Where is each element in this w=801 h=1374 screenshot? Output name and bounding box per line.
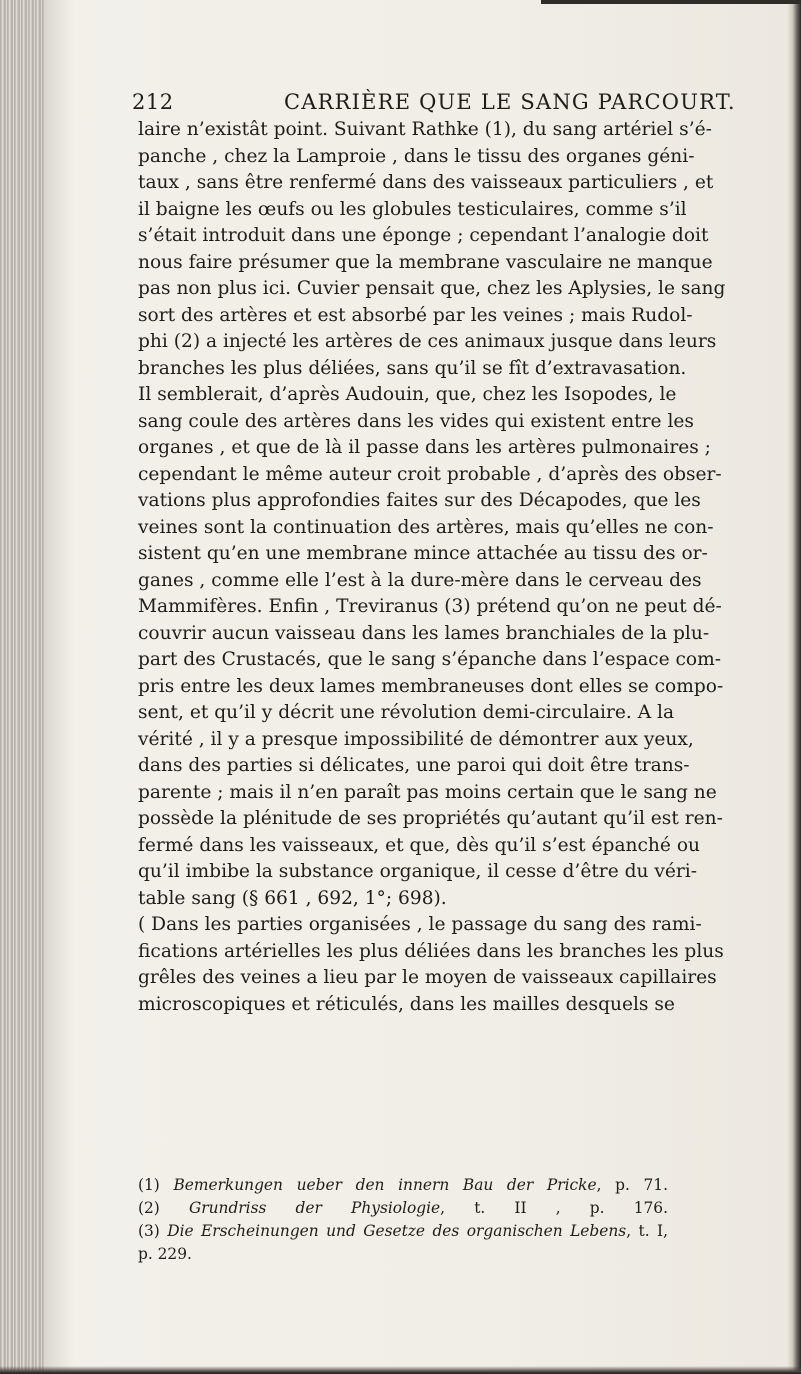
text-line: pris entre les deux lames membraneuses dont elles se compo- [138,675,724,697]
footnote [138,1197,668,1220]
running-title: CARRIÈRE QUE LE SANG PARCOURT. [284,90,736,114]
footnote-title: Grundriss der Physiologie [188,1199,441,1217]
page-right-edge [787,0,801,1374]
text-line: sang coule des artères dans les vides qui existent entre les [138,410,694,432]
text-line: veines sont la continuation des artères, mais qu’elles ne con- [138,516,714,538]
text-line: parente ; mais il n’en paraît pas moins certain que le sang ne [138,781,717,803]
footnote-reference: , t. I, [626,1222,668,1240]
footnote [138,1174,668,1197]
text-line: vations plus approfondies faites sur des Décapodes, que les [138,490,701,511]
text-line: panche , chez la Lamproie , dans le tissu des organes géni- [138,145,695,167]
text-line: ( Dans les parties organisées , le passage du sang des rami- [138,914,702,935]
footnote-mark: (2) [138,1199,189,1217]
text-line: Mammifères. Enfin , Treviranus (3) prétend qu’on ne peut dé- [138,596,722,617]
footnotes [138,1174,668,1266]
footnote-mark: (3) [138,1222,168,1240]
text-line: couvrir aucun vaisseau dans les lames branchiales de la plu- [138,622,710,644]
text-line: s’était introduit dans une éponge ; cependant l’analogie doit [138,225,709,246]
text-line: branches les plus déliées, sans qu’il se fît d’extravasation. [138,357,687,379]
page-bottom-edge [0,1366,801,1374]
text-line: fermé dans les vaisseaux, et que, dès qu’il s’est épanché ou [138,834,700,856]
text-line: Il semblerait, d’après Audouin, que, chez les Isopodes, le [138,384,677,405]
text-line: cependant le même auteur croit probable , d’après des obser- [138,463,722,485]
footnote-reference: , t. II , p. 176. [440,1199,668,1217]
text-line: part des Crustacés, que le sang s’épanche dans l’espace com- [138,649,722,670]
text-line: laire n’existât point. Suivant Rathke (1), du sang artériel s’é- [138,119,712,140]
book-binding-edge [0,0,44,1374]
text-line: pas non plus ici. Cuvier pensait que, chez les Aplysies, le sang [138,278,726,299]
text-line: il baigne les œufs ou les globules testiculaires, comme s’il [138,198,687,220]
text-line: organes , et que de là il passe dans les artères pulmonaires ; [138,437,711,458]
text-line: sent, et qu’il y décrit une révolution demi-circulaire. A la [138,702,675,723]
page-number: 212 [132,90,174,114]
footnote-title: Die Erscheinungen und Gesetze des organischen Lebens [167,1222,627,1240]
footnote [138,1220,668,1243]
text-line: taux , sans être renfermé dans des vaisseaux particuliers , et [138,172,714,193]
body-text [138,117,726,1018]
text-line: phi (2) a injecté les artères de ces animaux jusque dans leurs [138,331,717,352]
gutter-shadow [44,0,74,1374]
text-line: sort des artères et est absorbé par les veines ; mais Rudol- [138,304,693,326]
footnote [138,1243,668,1266]
text-line: ganes , comme elle l’est à la dure-mère dans le cerveau des [138,569,702,591]
text-line: nous faire présumer que la membrane vasculaire ne manque [138,251,713,273]
text-line: table sang (§ 661 , 692, 1°; 698). [138,887,447,909]
footnote-title: Bemerkungen ueber den innern Bau der Pricke [173,1176,597,1194]
footnote-reference: p. 229. [138,1245,192,1263]
text-line: microscopiques et réticulés, dans les mailles desquels se [138,993,675,1015]
text-line: qu’il imbibe la substance organique, il cesse d’être du véri- [138,861,698,882]
text-line: sistent qu’en une membrane mince attachée au tissu des or- [138,543,708,564]
text-line: vérité , il y a presque impossibilité de démontrer aux yeux, [138,728,694,750]
footnote-mark: (1) [138,1176,174,1194]
text-line: fications artérielles les plus déliées dans les branches les plus [138,940,724,962]
text-line: grêles des veines a lieu par le moyen de vaisseaux capillaires [138,967,717,988]
text-line: dans des parties si délicates, une paroi qui doit être trans- [138,755,690,776]
text-line: possède la plénitude de ses propriétés qu’autant qu’il est ren- [138,808,723,829]
page-top-edge [541,0,801,4]
footnote-reference: , p. 71. [596,1176,668,1194]
